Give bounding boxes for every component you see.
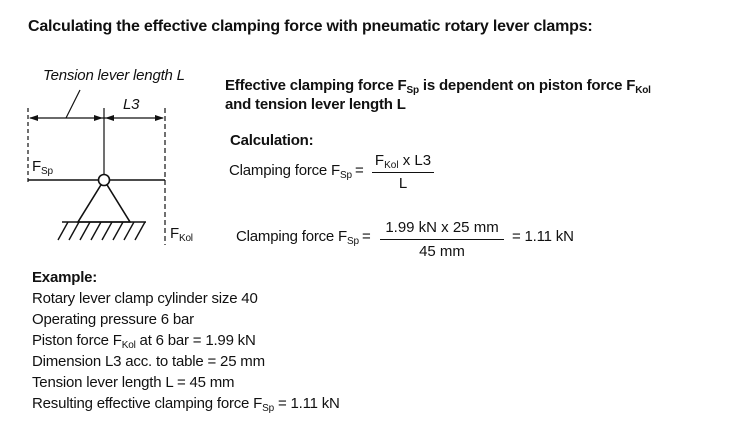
worked-numerator: 1.99 kN x 25 mm	[385, 219, 499, 236]
formula-fraction-bar	[372, 172, 434, 173]
leader-line	[66, 90, 80, 118]
calculation-heading: Calculation:	[230, 132, 314, 149]
worked-fraction-bar	[380, 239, 504, 240]
l3-label: L3	[123, 96, 140, 113]
lever-length-label: Tension lever length L	[43, 67, 185, 84]
formula-fraction	[372, 152, 434, 192]
worked-fraction	[380, 219, 504, 260]
worked-result: = 1.11 kN	[512, 228, 574, 245]
lever-diagram	[0, 0, 220, 260]
page-title: Calculating the effective clamping force with pneumatic rotary lever clamps:	[28, 18, 593, 35]
worked-denominator: 45 mm	[419, 243, 465, 260]
example-line-4: Dimension L3 acc. to table = 25 mm	[32, 353, 265, 370]
example-line-3: Piston force $F_{Kol}$ at 6 bar = 1.99 kN	[32, 332, 256, 351]
support-triangle	[78, 180, 130, 222]
formula-denominator: L	[398, 175, 408, 192]
formula-label: Clamping force $F_{Sp}$	[229, 162, 352, 181]
example-line-2: Operating pressure 6 bar	[32, 311, 194, 328]
example-line-6: Resulting effective clamping force $F_{Sp} = 1.11$ kN	[32, 395, 340, 414]
worked-equals: =	[362, 228, 371, 245]
example-heading: Example:	[32, 269, 98, 286]
fkol-label: $F_{Kol}$	[170, 225, 193, 244]
formula-numerator: $F_{Kol}$ x L3	[374, 152, 432, 171]
pivot-joint	[99, 175, 110, 186]
arrow-pivot-left	[94, 115, 103, 121]
statement-line-2: and tension lever length L	[225, 96, 406, 113]
fsp-label: $F_{Sp}$	[32, 158, 53, 177]
worked-label: Clamping force $F_{Sp}$	[236, 228, 359, 247]
arrow-right-end	[155, 115, 164, 121]
example-line-1: Rotary lever clamp cylinder size 40	[32, 290, 258, 307]
formula-equals: =	[355, 162, 364, 179]
arrow-left-end	[29, 115, 38, 121]
example-line-5: Tension lever length L = 45 mm	[32, 374, 235, 391]
arrow-pivot-right	[105, 115, 114, 121]
statement-line-1: Effective clamping force $F_{Sp}$ is dependent on piston force $F_{Kol}$	[225, 77, 651, 96]
ground-hatching	[58, 222, 145, 240]
